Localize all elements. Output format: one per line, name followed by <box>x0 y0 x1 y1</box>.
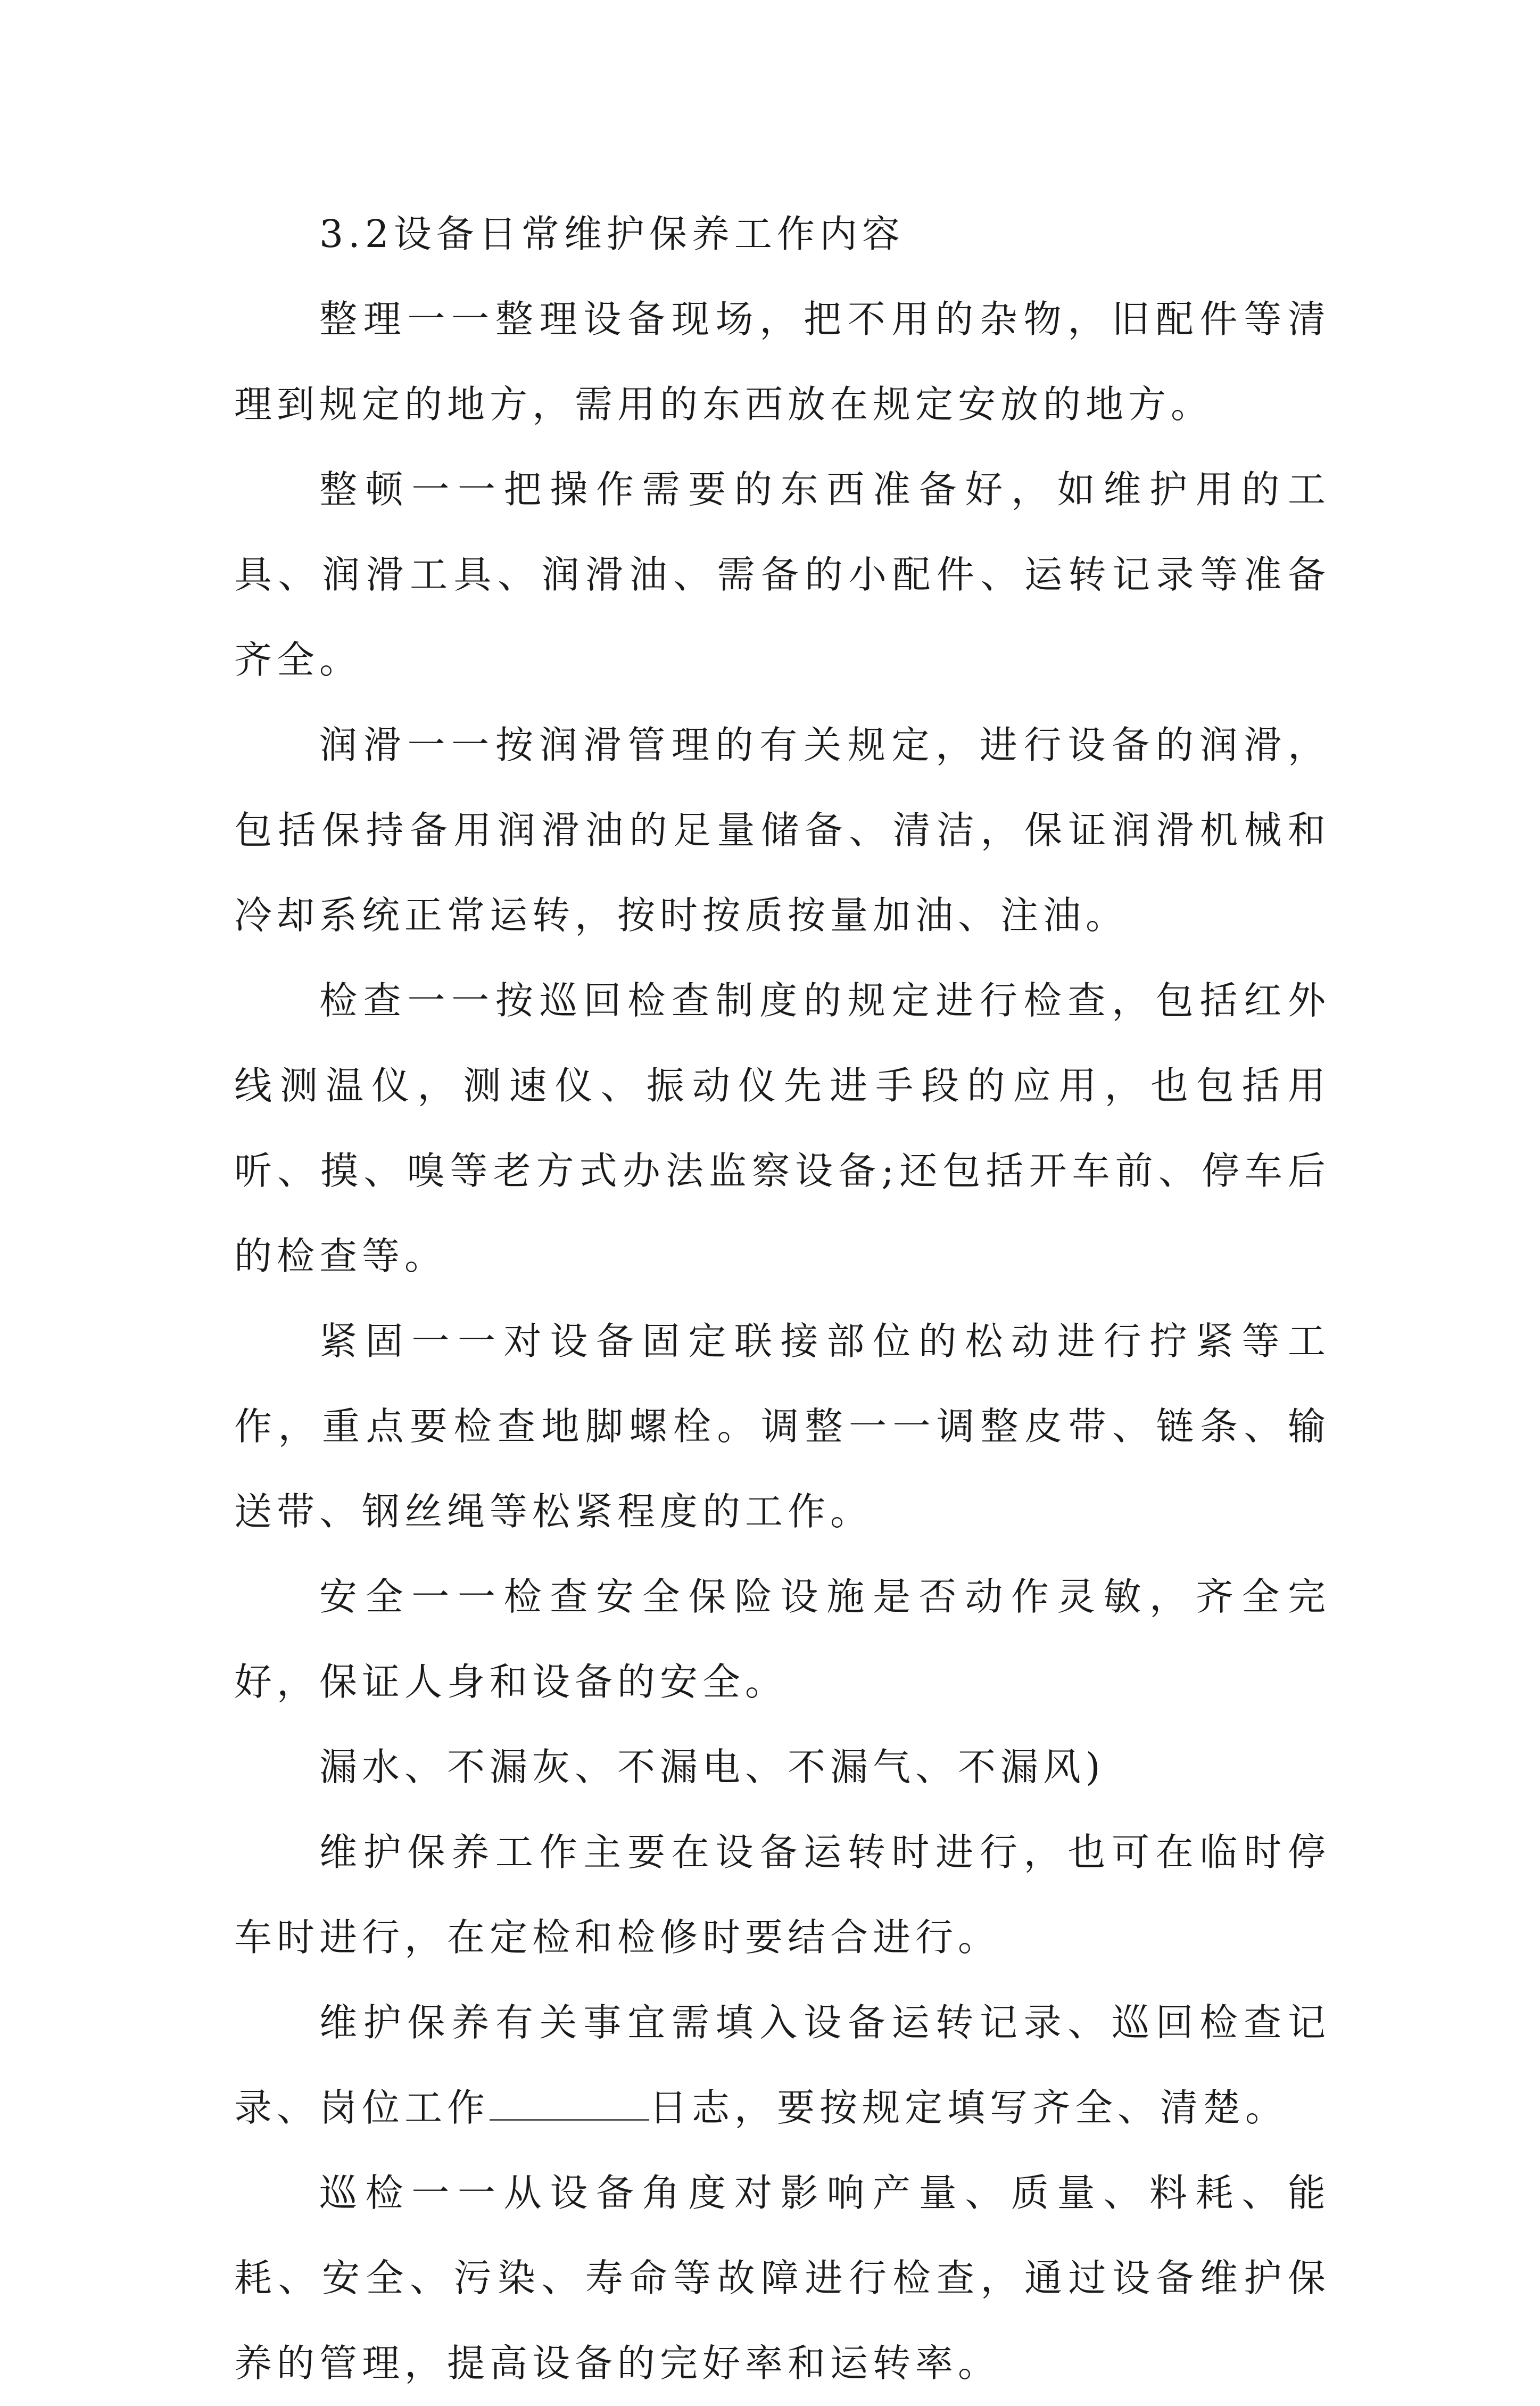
paragraph-fastening: 紧固一一对设备固定联接部位的松动进行拧紧等工作，重点要检查地脚螺栓。调整一一调整皮带、链条、输送带、钢丝绳等松紧程度的工作。 <box>234 1319 1330 1534</box>
paragraph-leakage: 漏水、不漏灰、不漏电、不漏气、不漏风) <box>319 1745 1105 1789</box>
paragraph-inspection: 检查一一按巡回检查制度的规定进行检查，包括红外线测温仪，测速仪、振动仪先进手段的应用，也包括用听、摸、嗅等老方式办法监察设备;还包括开车前、停车后的检查等。 <box>234 978 1330 1278</box>
paragraph-safety: 安全一一检查安全保险设施是否动作灵敏，齐全完好，保证人身和设备的安全。 <box>234 1575 1330 1704</box>
paragraph-maintenance-timing: 维护保养工作主要在设备运转时进行，也可在临时停车时进行，在定检和检修时要结合进行。 <box>234 1830 1330 1959</box>
section-heading: 3.2设备日常维护保养工作内容 <box>319 212 905 256</box>
document-body <box>234 192 1330 2406</box>
records-text-before-blank: 维护保养有关事宜需填入设备运转记录、巡回检查记录、岗位工作 <box>234 2000 1330 2130</box>
paragraph-patrol-inspection: 巡检一一从设备角度对影响产量、质量、料耗、能耗、安全、污染、寿命等故障进行检查，通过设备维护保养的管理，提高设备的完好率和运转率。 <box>234 2171 1330 2385</box>
paragraph-lubrication: 润滑一一按润滑管理的有关规定，进行设备的润滑，包括保持备用润滑油的足量储备、清洁，保证润滑机械和冷却系统正常运转，按时按质按量加油、注油。 <box>234 723 1330 937</box>
paragraph-sorting: 整理一一整理设备现场，把不用的杂物，旧配件等清理到规定的地方，需用的东西放在规定安放的地方。 <box>234 297 1330 426</box>
fill-in-blank <box>490 2090 649 2121</box>
paragraph-records <box>234 1980 1330 2150</box>
records-text-after-blank: 日志，要按规定填写齐全、清楚。 <box>649 2086 1288 2130</box>
paragraph-arranging: 整顿一一把操作需要的东西准备好，如维护用的工具、润滑工具、润滑油、需备的小配件、运转记录等准备齐全。 <box>234 467 1330 682</box>
